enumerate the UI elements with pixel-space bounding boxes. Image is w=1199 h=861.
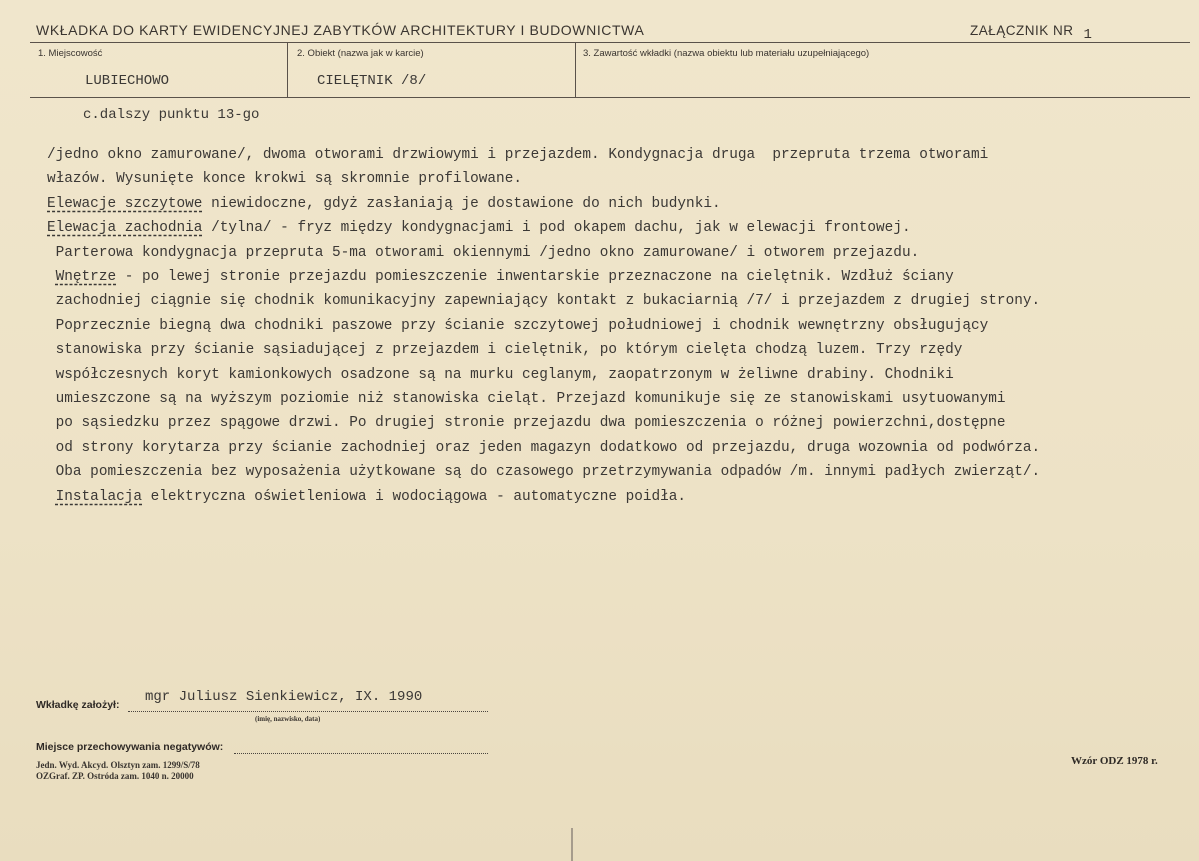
- body-line: Parterowa kondygnacja przepruta 5-ma otworami okiennymi /jedno okno zamurowane/ i otworem przejazdu.: [47, 244, 920, 261]
- author-label: Wkładkę założył:: [36, 699, 120, 711]
- negatives-dotted-line: [234, 753, 488, 754]
- paper-crease-mark: [571, 828, 573, 861]
- printer-imprint-line-1: Jedn. Wyd. Akcyd. Olsztyn zam. 1299/S/78: [36, 760, 200, 770]
- body-line: Poprzecznie biegną dwa chodniki paszowe przy ścianie szczytowej południowej i chodnik wewnętrzny obsługujący: [47, 317, 989, 334]
- body-line: Elewacja zachodnia /tylna/ - fryz między kondygnacjami i pod okapem dachu, jak w elewacji frontowej.: [47, 220, 911, 237]
- locality-label: 1. Miejscowość: [38, 48, 103, 59]
- section-heading: Elewacje szczytowe: [47, 195, 203, 212]
- object-label: 2. Obiekt (nazwa jak w karcie): [297, 48, 424, 59]
- form-title: WKŁADKA DO KARTY EWIDENCYJNEJ ZABYTKÓW ARCHITEKTURY I BUDOWNICTWA: [36, 22, 645, 38]
- body-line: Instalacja elektryczna oświetleniowa i wodociągowa - automatyczne poidła.: [55, 488, 687, 505]
- locality-value: LUBIECHOWO: [85, 73, 170, 89]
- header-rule: [30, 42, 1190, 43]
- section-heading: Elewacja zachodnia: [47, 220, 203, 237]
- author-caption: (imię, nazwisko, data): [255, 715, 321, 723]
- body-line: po sąsiedzku przez spągowe drzwi. Po drugiej stronie przejazdu dwa pomieszczenia o różnej powierzchni,dostępne: [47, 415, 1006, 432]
- field-divider-2: [575, 42, 576, 97]
- body-line: Elewacje szczytowe niewidoczne, gdyż zasłaniają je dostawione do nich budynki.: [47, 195, 721, 212]
- annex-number: 1: [1083, 27, 1093, 43]
- section-heading: Instalacja: [55, 488, 142, 505]
- description-body: [47, 143, 1187, 509]
- continuation-note: c.dalszy punktu 13-go: [83, 107, 260, 123]
- fields-bottom-rule: [30, 97, 1190, 98]
- author-value: mgr Juliusz Sienkiewicz, IX. 1990: [145, 689, 423, 705]
- body-line: Wnętrze - po lewej stronie przejazdu pomieszczenie inwentarskie przeznaczone na cielętnik. Wzdłuż ściany: [55, 269, 954, 286]
- body-line: od strony korytarza przy ścianie zachodniej oraz jeden magazyn dodatkowo od przejazdu, druga wozownia od podwórza.: [47, 439, 1041, 456]
- annex-number-label: [970, 23, 1093, 43]
- body-line: /jedno okno zamurowane/, dwoma otworami drzwiowymi i przejazdem. Kondygnacja druga przepruta trzema otworami: [47, 147, 989, 163]
- body-line: Oba pomieszczenia bez wyposażenia użytkowane są do czasowego przetrzymywania odpadów /m. innymi padłych zwierząt/.: [47, 464, 1041, 481]
- field-divider-1: [287, 42, 288, 97]
- body-line: umieszczone są na wyższym poziomie niż stanowiska cieląt. Przejazd komunikuje się ze stanowiskami usytuowanymi: [47, 391, 1006, 408]
- form-template-label: Wzór ODZ 1978 r.: [1071, 755, 1158, 767]
- body-line: włazów. Wysunięte konce krokwi są skromnie profilowane.: [47, 171, 522, 188]
- body-line: współczesnych koryt kamionkowych osadzone są na murku ceglanym, zaopatrzonym w żeliwne drabiny. Chodniki: [47, 366, 954, 383]
- body-line: zachodniej ciągnie się chodnik komunikacyjny zapewniający kontakt z bukaciarnią /7/ i przejazdem z drugiej strony.: [47, 293, 1041, 310]
- negatives-location-label: Miejsce przechowywania negatywów:: [36, 741, 224, 753]
- object-value: CIELĘTNIK /8/: [317, 73, 427, 89]
- contents-label: 3. Zawartość wkładki (nazwa obiektu lub materiału uzupełniającego): [583, 48, 870, 59]
- body-line: stanowiska przy ścianie sąsiadującej z przejazdem i cielętnik, po którym cielęta chodzą luzem. Trzy rzędy: [47, 342, 963, 359]
- annex-label: ZAŁĄCZNIK NR: [970, 23, 1074, 38]
- printer-imprint-line-2: OZGraf. ZP. Ostróda zam. 1040 n. 20000: [36, 771, 194, 781]
- author-dotted-line: [128, 711, 488, 712]
- section-heading: Wnętrze: [55, 269, 117, 286]
